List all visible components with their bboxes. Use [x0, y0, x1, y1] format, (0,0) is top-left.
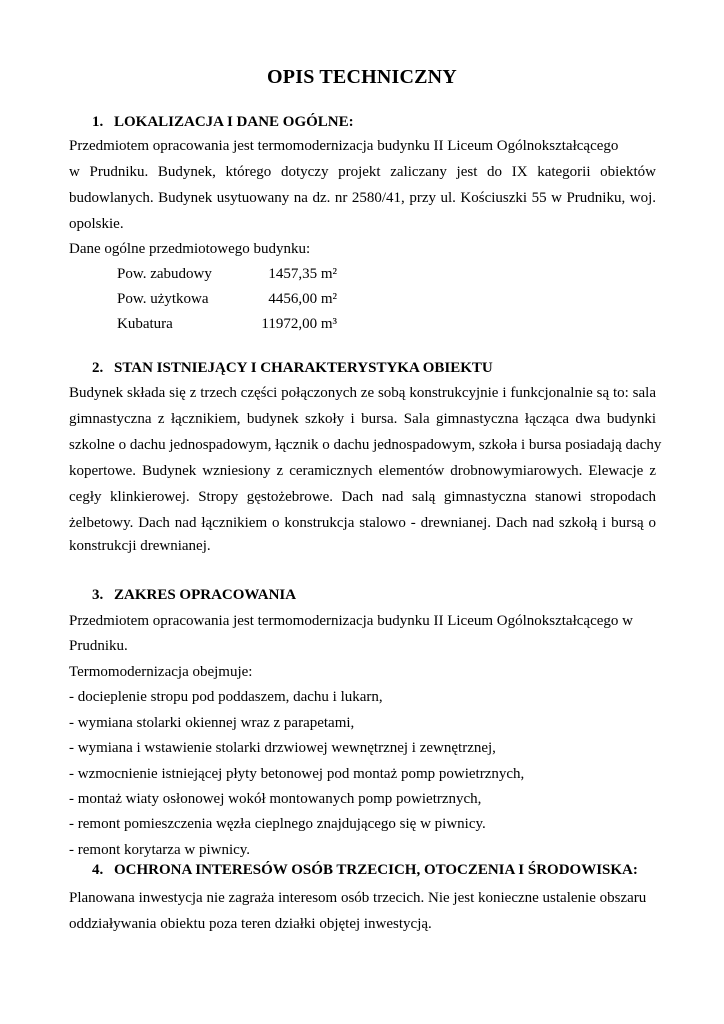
- s4-line-1: Planowana inwestycja nie zagraża interesom osób trzecich. Nie jest konieczne ustalenie obszaru: [69, 890, 647, 906]
- list-item: - wzmocnienie istniejącej płyty betonowej pod montaż pomp powietrznych,: [69, 766, 525, 782]
- row-value: 11972,00 m³: [261, 316, 337, 332]
- row-value: 1457,35 m²: [268, 266, 337, 282]
- section-3-heading: [92, 587, 296, 604]
- list-item: - docieplenie stropu pod poddaszem, dachu i lukarn,: [69, 689, 383, 705]
- section-4-heading: [92, 862, 638, 879]
- row-label: Pow. użytkowa: [117, 291, 209, 307]
- list-item: - montaż wiaty osłonowej wokół montowanych pomp powietrznych,: [69, 791, 482, 807]
- s2-line-5: cegły klinkierowej. Stropy gęstożebrowe. Dach nad salą gimnastyczna stanowi stropodach: [69, 489, 656, 505]
- s1-paragraph-line-3: budowlanych. Budynek usytuowany na dz. nr 2580/41, przy ul. Kościuszki 55 w Prudniku, woj.: [69, 190, 656, 206]
- section-4-number: 4.: [92, 862, 104, 878]
- list-item: - wymiana stolarki okiennej wraz z parapetami,: [69, 715, 355, 731]
- section-1-number: 1.: [92, 114, 104, 130]
- list-item: - remont korytarza w piwnicy.: [69, 842, 251, 858]
- document-title: OPIS TECHNICZNY: [267, 66, 457, 88]
- row-label: Kubatura: [117, 316, 173, 332]
- section-1-heading: [92, 114, 354, 131]
- section-4-title: OCHRONA INTERESÓW OSÓB TRZECICH, OTOCZENIA I ŚRODOWISKA:: [114, 862, 638, 878]
- s1-paragraph-justified: [69, 162, 656, 208]
- s4-line-2: oddziaływania obiektu poza teren działki objętej inwestycją.: [69, 916, 432, 932]
- section-2-number: 2.: [92, 360, 104, 376]
- section-1-title: LOKALIZACJA I DANE OGÓLNE:: [114, 114, 354, 130]
- s3-paragraph-line-1: Przedmiotem opracowania jest termomodernizacja budynku II Liceum Ogólnokształcącego w: [69, 613, 633, 629]
- section-2-heading: [92, 360, 493, 377]
- list-item: - wymiana i wstawienie stolarki drzwiowej wewnętrznej i zewnętrznej,: [69, 740, 496, 756]
- list-item: - remont pomieszczenia węzła cieplnego znajdującego się w piwnicy.: [69, 816, 486, 832]
- s2-line-4: kopertowe. Budynek wzniesiony z ceramicznych elementów drobnowymiarowych. Elewacje z: [69, 463, 656, 479]
- row-value: 4456,00 m²: [268, 291, 337, 307]
- s2-line-6: żelbetowy. Dach nad łącznikiem o konstrukcja stalowo - drewnianej. Dach nad szkołą i bursą o: [69, 515, 656, 531]
- s2-line-2: gimnastyczna z łącznikiem, budynek szkoły i bursa. Sala gimnastyczna łącząca dwa budynki: [69, 411, 656, 427]
- section-2-title: STAN ISTNIEJĄCY I CHARAKTERYSTYKA OBIEKTU: [114, 360, 493, 376]
- table-row: [117, 266, 337, 286]
- s1-data-intro: Dane ogólne przedmiotowego budynku:: [69, 241, 311, 257]
- section-3-number: 3.: [92, 587, 104, 603]
- s2-line-1: Budynek składa się z trzech części połączonych ze sobą konstrukcyjnie i funkcjonalnie są to: sala: [69, 385, 656, 401]
- section-3-title: ZAKRES OPRACOWANIA: [114, 587, 297, 603]
- s3-scope-intro: Termomodernizacja obejmuje:: [69, 664, 253, 680]
- table-row: [117, 291, 337, 311]
- s2-line-3: szkolne o dachu jednospadowym, łącznik o dachu jednospadowym, szkoła i bursa posiadają dachy: [69, 437, 662, 453]
- s2-last-line: konstrukcji drewnianej.: [69, 538, 211, 554]
- s2-paragraph: [69, 383, 662, 533]
- s1-paragraph-line-1: Przedmiotem opracowania jest termomodernizacja budynku II Liceum Ogólnokształcącego: [69, 138, 619, 154]
- s1-paragraph-line-4: opolskie.: [69, 216, 124, 232]
- table-row: [117, 316, 337, 336]
- s3-paragraph-line-2: Prudniku.: [69, 638, 128, 654]
- s1-paragraph-line-2: w Prudniku. Budynek, którego dotyczy projekt zaliczany jest do IX kategorii obiektów: [69, 164, 656, 180]
- row-label: Pow. zabudowy: [117, 266, 212, 282]
